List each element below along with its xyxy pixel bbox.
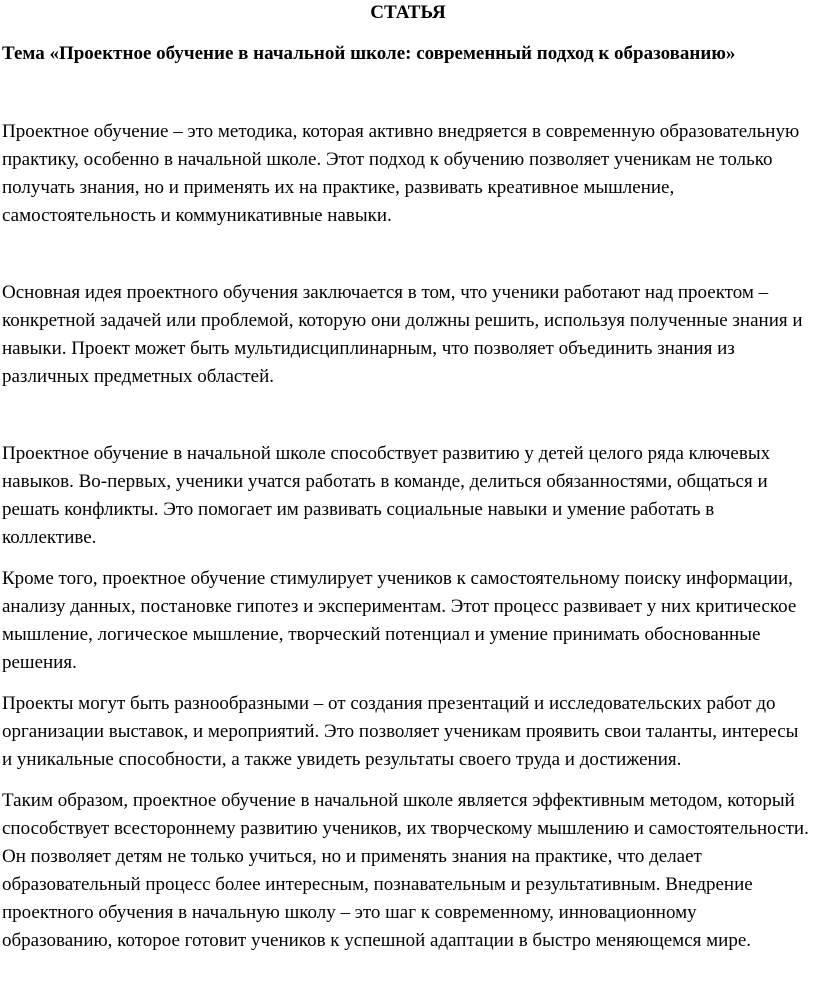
paragraph-conclusion: Таким образом, проектное обучение в начальной школе является эффективным методом, который способствует всестороннему развитию учеников, их творческому мышлению и самостоятельности. Он позволяет детям не только учиться, но и применять знания на практике, что делает образовательный процесс более интересным, познавательным и результативным. Внедрение проектного обучения в начальную школу – это шаг к современному, инновационному образованию, которое готовит учеников к успешной адаптации в быстро меняющемся мире. (2, 790, 809, 951)
paragraph-key-skills: Проектное обучение в начальной школе способствует развитию у детей целого ряда ключевых навыков. Во-первых, ученики учатся работать в команде, делиться обязанностями, общаться и решать конфликты. Это помогает им развивать социальные навыки и умение работать в коллективе. (2, 443, 771, 548)
paragraph-spacer (2, 552, 810, 565)
document-body (2, 118, 810, 955)
document-subtitle: Тема «Проектное обучение в начальной школе: современный подход к образованию» (2, 43, 736, 64)
paragraph-project-types: Проекты могут быть разнообразными – от создания презентаций и исследовательских работ до организации выставок, и мероприятий. Это позволяет ученикам проявить свои таланты, интересы и уникальные способности, а также увидеть результаты своего труда и достижения. (2, 693, 799, 770)
document-title: СТАТЬЯ (370, 2, 446, 23)
paragraph-spacer (2, 774, 810, 787)
paragraph-critical-thinking: Кроме того, проектное обучение стимулирует учеников к самостоятельному поиску информации, анализу данных, постановке гипотез и экспериментам. Этот процесс развивает у них критическое мышление, логическое мышление, творческий потенциал и умение принимать обоснованные решения. (2, 568, 797, 673)
paragraph-spacer (2, 230, 810, 279)
paragraph-main-idea: Основная идея проектного обучения заключается в том, что ученики работают над проектом – конкретной задачей или проблемой, которую они должны решить, используя полученные знания и навыки. Проект может быть мультидисциплинарным, что позволяет объединить знания из различных предметных областей. (2, 282, 803, 387)
paragraph-intro: Проектное обучение – это методика, которая активно внедряется в современную образовательную практику, особенно в начальной школе. Этот подход к обучению позволяет ученикам не только получать знания, но и применять их на практике, развивать креативное мышление, самостоятельность и коммуникативные навыки. (2, 121, 800, 226)
paragraph-spacer (2, 677, 810, 690)
paragraph-spacer (2, 391, 810, 440)
